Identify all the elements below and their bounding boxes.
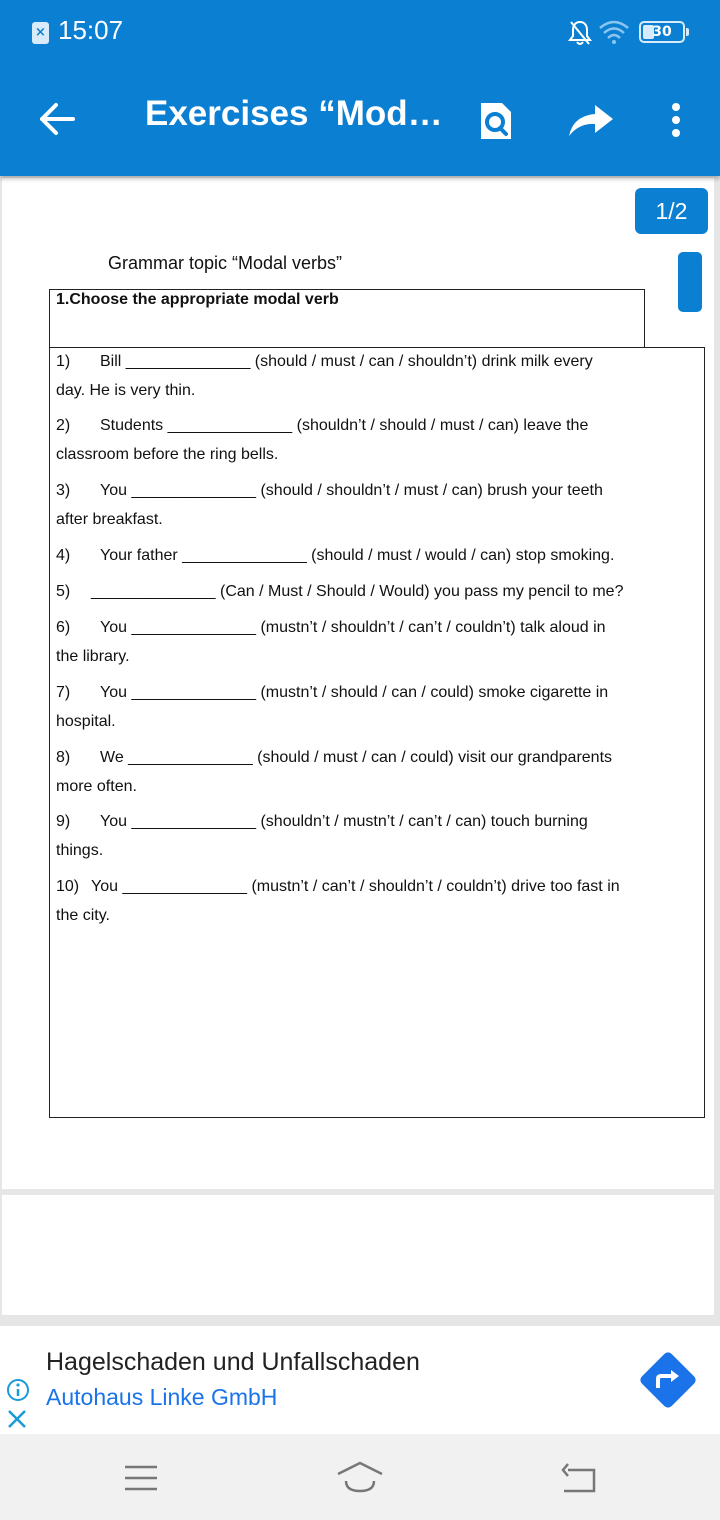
- exercise-line: after breakfast.: [56, 511, 163, 528]
- exercise-line: You ______________ (mustn’t / shouldn’t / can’t / couldn’t) talk aloud in: [100, 619, 606, 636]
- battery-icon: [639, 21, 685, 43]
- exercise-number: 6): [56, 619, 71, 636]
- status-time: 15:07: [58, 15, 124, 45]
- back-arrow-icon[interactable]: [38, 100, 76, 138]
- more-vertical-icon[interactable]: [664, 102, 688, 138]
- exercise-line: classroom before the ring bells.: [56, 446, 279, 463]
- exercise-line: You ______________ (mustn’t / should / can / could) smoke cigarette in: [100, 684, 609, 701]
- next-document-page[interactable]: [2, 1195, 714, 1315]
- exercise-line: day. He is very thin.: [56, 382, 196, 399]
- worksheet-title: Grammar topic “Modal verbs”: [108, 253, 343, 273]
- exercise-line: Students ______________ (shouldn’t / should / must / can) leave the: [100, 417, 589, 434]
- section-heading-box: [49, 289, 645, 347]
- exercise-line: Your father ______________ (should / must / would / can) stop smoking.: [100, 547, 615, 564]
- sim-x-icon: ×: [32, 22, 49, 44]
- exercise-number: 5): [56, 583, 71, 600]
- back-icon[interactable]: [560, 1462, 598, 1494]
- page-indicator: 1/2: [635, 188, 708, 234]
- ad-headline[interactable]: Hagelschaden und Unfallschaden: [46, 1348, 420, 1376]
- ad-close-icon[interactable]: [6, 1408, 28, 1430]
- battery-tip: [686, 28, 689, 36]
- exercise-line: You ______________ (shouldn’t / mustn’t / can’t / can) touch burning: [100, 813, 588, 830]
- app-bar: [0, 64, 720, 176]
- search-document-icon[interactable]: [478, 100, 514, 142]
- exercise-line: things.: [56, 842, 104, 859]
- exercise-number: 4): [56, 547, 71, 564]
- exercise-number: 2): [56, 417, 71, 434]
- menu-icon[interactable]: [124, 1464, 158, 1492]
- home-icon[interactable]: [336, 1460, 384, 1494]
- scroll-handle[interactable]: [678, 252, 702, 312]
- exercise-line: ______________ (Can / Must / Should / Would) you pass my pencil to me?: [91, 583, 624, 600]
- ad-info-icon[interactable]: [6, 1378, 30, 1402]
- status-bar: [0, 0, 720, 64]
- exercise-number: 1): [56, 353, 71, 370]
- exercise-number: 8): [56, 749, 71, 766]
- exercise-number: 10): [56, 878, 80, 895]
- wifi-icon: [599, 20, 629, 44]
- exercise-line: You ______________ (mustn’t / can’t / shouldn’t / couldn’t) drive too fast in: [91, 878, 620, 895]
- exercise-number: 7): [56, 684, 71, 701]
- exercise-line: the library.: [56, 648, 130, 665]
- ad-advertiser[interactable]: Autohaus Linke GmbH: [46, 1384, 278, 1410]
- exercise-line: You ______________ (should / shouldn’t / must / can) brush your teeth: [100, 482, 603, 499]
- ad-directions-icon[interactable]: [636, 1348, 700, 1412]
- exercise-line: more often.: [56, 778, 137, 795]
- exercise-line: Bill ______________ (should / must / can / shouldn’t) drink milk every: [100, 353, 593, 370]
- exercise-line: We ______________ (should / must / can / could) visit our grandparents: [100, 749, 613, 766]
- exercise-box: [49, 347, 705, 1118]
- navigation-bar: [0, 1434, 720, 1520]
- document-title: Exercises “Mod…: [145, 94, 443, 133]
- exercise-line: hospital.: [56, 713, 116, 730]
- share-icon[interactable]: [567, 102, 615, 138]
- exercise-line: the city.: [56, 907, 110, 924]
- ad-banner[interactable]: [0, 1326, 720, 1434]
- battery-level: 30: [652, 24, 672, 40]
- exercise-number: 9): [56, 813, 71, 830]
- bell-muted-icon: [568, 20, 592, 46]
- exercise-number: 3): [56, 482, 71, 499]
- section-heading: 1.Choose the appropriate modal verb: [56, 291, 339, 308]
